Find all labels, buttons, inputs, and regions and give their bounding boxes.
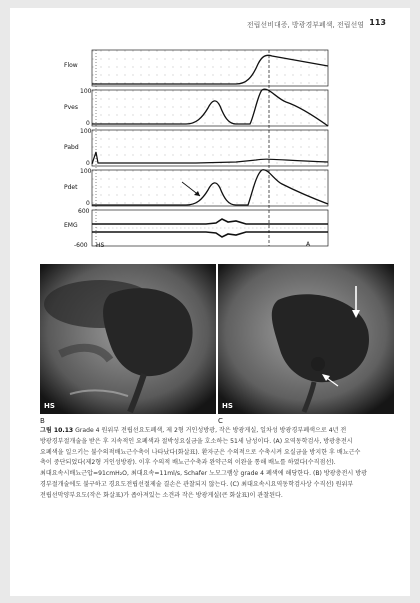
image-c-hs-tag: HS xyxy=(222,402,233,410)
panel-label-b: B xyxy=(40,417,45,425)
pabd-channel xyxy=(92,130,328,166)
caption-line-7: 전립선막양부요도(작은 화살표)가 좁아져있는 소견과 작은 방광게실(큰 화살표)이 관찰된다. xyxy=(40,491,283,499)
channel-label-emg: EMG xyxy=(64,222,78,229)
running-header-title: 전립선비대증, 방광경부폐색, 전립선염 xyxy=(246,21,364,29)
running-header xyxy=(10,12,410,29)
scale-bottom-pves: 0 xyxy=(86,120,90,127)
scale-top-pves: 100 xyxy=(80,88,92,95)
channel-label-pdet: Pdet xyxy=(64,184,78,191)
emg-channel xyxy=(92,210,328,246)
caption-line-1 xyxy=(40,426,392,437)
caption-line-6: 경부절개술에도 불구하고 경요도전립선절제술 결손은 관찰되지 않는다. (C) 최대요속시요역동학검사상 수직선) 원위부 xyxy=(40,480,354,488)
panel-label-a: A xyxy=(306,241,311,248)
caption-line-5: 최대요속시배뇨근압=91cmH₂O, 최대요속=11ml/s, Schafer 노모그램상 grade 4 폐색에 해당한다. (B) 방광충전시 방광 xyxy=(40,470,367,478)
figure-caption xyxy=(40,426,392,502)
pves-channel xyxy=(92,89,328,126)
channel-label-pves: Pves xyxy=(64,104,78,111)
document-page xyxy=(10,8,410,596)
panel-label-c: C xyxy=(218,417,223,425)
scale-top-emg: 600 xyxy=(78,208,90,215)
flow-channel xyxy=(92,50,328,86)
scale-bottom-pdet: 0 xyxy=(86,200,90,207)
fluoroscopy-c-illustration xyxy=(218,264,394,414)
scale-bottom-pabd: 0 xyxy=(86,160,90,167)
pdet-channel xyxy=(92,170,328,206)
scale-top-pdet: 100 xyxy=(80,168,92,175)
urodynamic-trace-figure xyxy=(36,42,336,254)
scale-top-pabd: 100 xyxy=(80,128,92,135)
trace-hs-label: HS xyxy=(96,242,105,249)
caption-line-2: 방광경부절개술을 받은 후 지속적인 요폐색과 절박성요실금을 호소하는 51세 남성이다. (A) 요역동학검사, 방광충전시 xyxy=(40,437,353,445)
scale-bottom-emg: -600 xyxy=(74,242,88,249)
page-number: 113 xyxy=(369,18,386,27)
figure-number: 그림 10.13 xyxy=(40,427,74,434)
caption-line-1-text: Grade 4 원위부 전립선요도폐색, 제 2형 거인성방광, 작은 방광게실, 일차성 방광경부폐색으로 4년 전 xyxy=(73,427,347,434)
caption-line-4: 축이 중단되었다(제2형 거인성방광). 이후 수의적 배뇨근수축과 완약근의 이완을 통해 배뇨를 하였다(수직점선). xyxy=(40,459,336,467)
image-b-hs-tag: HS xyxy=(44,402,55,410)
fluoroscopy-b-illustration xyxy=(40,264,216,414)
fluoroscopy-image-b xyxy=(40,264,216,414)
channel-label-pabd: Pabd xyxy=(64,144,79,151)
fluoroscopy-image-c xyxy=(218,264,394,414)
urodynamic-trace-svg xyxy=(36,42,336,254)
caption-line-3: 요폐색을 일으키는 불수의적배뇨근수축이 나타났다(화살표). 환자군은 수의적으로 수축시켜 요실금을 방지한 후 배뇨근수 xyxy=(40,448,361,456)
channel-label-flow: Flow xyxy=(64,62,78,69)
